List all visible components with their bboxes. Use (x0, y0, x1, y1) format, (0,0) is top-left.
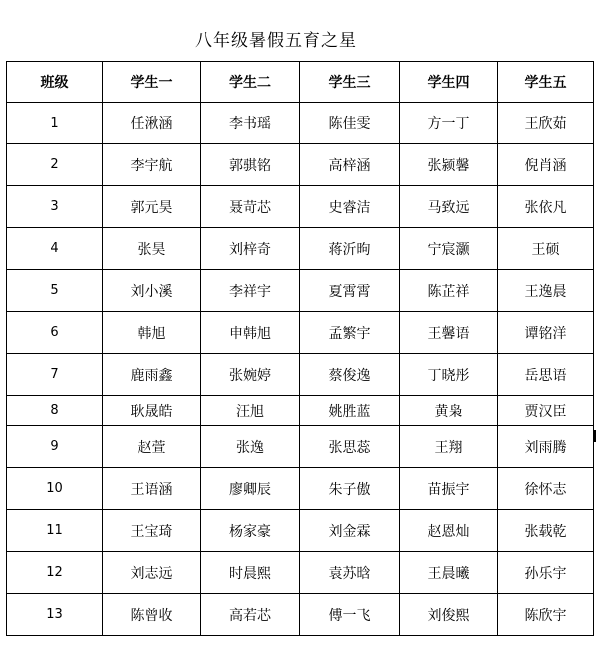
student-2-cell: 高若芯 (201, 594, 300, 636)
student-5-cell: 陈欣宇 (498, 594, 594, 636)
student-1-cell: 鹿雨鑫 (103, 354, 201, 396)
header-student-2: 学生二 (201, 62, 300, 103)
cursor-mark (593, 430, 596, 442)
class-cell: 4 (7, 228, 103, 270)
class-cell: 8 (7, 396, 103, 426)
student-2-cell: 廖卿辰 (201, 468, 300, 510)
student-5-cell: 王逸晨 (498, 270, 594, 312)
student-5-cell: 谭铭洋 (498, 312, 594, 354)
student-2-cell: 时晨熙 (201, 552, 300, 594)
table-row (7, 186, 594, 228)
header-student-4: 学生四 (400, 62, 498, 103)
table-row (7, 510, 594, 552)
class-cell: 1 (7, 103, 103, 144)
student-4-cell: 丁晓彤 (400, 354, 498, 396)
student-1-cell: 张昊 (103, 228, 201, 270)
student-5-cell: 孙乐宇 (498, 552, 594, 594)
student-2-cell: 李书瑶 (201, 103, 300, 144)
student-5-cell: 刘雨腾 (498, 426, 594, 468)
student-3-cell: 袁苏晗 (300, 552, 400, 594)
student-2-cell: 李祥宇 (201, 270, 300, 312)
header-student-3: 学生三 (300, 62, 400, 103)
class-cell: 10 (7, 468, 103, 510)
student-4-cell: 王晨曦 (400, 552, 498, 594)
student-5-cell: 张载乾 (498, 510, 594, 552)
table-row (7, 312, 594, 354)
student-5-cell: 王硕 (498, 228, 594, 270)
student-1-cell: 赵萱 (103, 426, 201, 468)
class-cell: 9 (7, 426, 103, 468)
student-1-cell: 王宝琦 (103, 510, 201, 552)
student-2-cell: 郭骐铭 (201, 144, 300, 186)
table-row (7, 426, 594, 468)
class-cell: 12 (7, 552, 103, 594)
student-2-cell: 刘梓奇 (201, 228, 300, 270)
student-1-cell: 刘志远 (103, 552, 201, 594)
table-row (7, 552, 594, 594)
student-1-cell: 韩旭 (103, 312, 201, 354)
student-4-cell: 王馨语 (400, 312, 498, 354)
header-class: 班级 (7, 62, 103, 103)
student-2-cell: 张婉婷 (201, 354, 300, 396)
page-title: 八年级暑假五育之星 (195, 31, 357, 51)
student-1-cell: 李宇航 (103, 144, 201, 186)
student-3-cell: 高梓涵 (300, 144, 400, 186)
class-cell: 13 (7, 594, 103, 636)
student-1-cell: 耿晟皓 (103, 396, 201, 426)
table-row (7, 228, 594, 270)
student-3-cell: 蒋沂昫 (300, 228, 400, 270)
class-cell: 3 (7, 186, 103, 228)
student-3-cell: 蔡俊逸 (300, 354, 400, 396)
stars-table (6, 61, 594, 636)
header-student-1: 学生一 (103, 62, 201, 103)
table-row (7, 144, 594, 186)
student-3-cell: 姚胜蓝 (300, 396, 400, 426)
student-4-cell: 黄枭 (400, 396, 498, 426)
student-4-cell: 方一丁 (400, 103, 498, 144)
student-4-cell: 马致远 (400, 186, 498, 228)
student-3-cell: 刘金霖 (300, 510, 400, 552)
table-row (7, 396, 594, 426)
student-3-cell: 傅一飞 (300, 594, 400, 636)
table-row (7, 270, 594, 312)
student-1-cell: 陈曾收 (103, 594, 201, 636)
student-5-cell: 岳思语 (498, 354, 594, 396)
student-2-cell: 聂苛芯 (201, 186, 300, 228)
table-row (7, 594, 594, 636)
table-row (7, 468, 594, 510)
student-2-cell: 张逸 (201, 426, 300, 468)
table-row (7, 103, 594, 144)
header-student-5: 学生五 (498, 62, 594, 103)
student-3-cell: 孟繁宇 (300, 312, 400, 354)
student-4-cell: 赵恩灿 (400, 510, 498, 552)
student-5-cell: 王欣茹 (498, 103, 594, 144)
student-4-cell: 宁宸灏 (400, 228, 498, 270)
student-5-cell: 贾汉臣 (498, 396, 594, 426)
class-cell: 11 (7, 510, 103, 552)
student-3-cell: 史睿洁 (300, 186, 400, 228)
class-cell: 7 (7, 354, 103, 396)
class-cell: 2 (7, 144, 103, 186)
student-2-cell: 汪旭 (201, 396, 300, 426)
student-1-cell: 郭元昊 (103, 186, 201, 228)
student-3-cell: 夏霄霄 (300, 270, 400, 312)
student-1-cell: 刘小溪 (103, 270, 201, 312)
student-5-cell: 倪肖涵 (498, 144, 594, 186)
student-4-cell: 张颍馨 (400, 144, 498, 186)
student-1-cell: 任湫涵 (103, 103, 201, 144)
student-5-cell: 张依凡 (498, 186, 594, 228)
student-1-cell: 王语涵 (103, 468, 201, 510)
table-row (7, 354, 594, 396)
student-5-cell: 徐怀志 (498, 468, 594, 510)
student-4-cell: 陈芷祥 (400, 270, 498, 312)
student-2-cell: 杨家豪 (201, 510, 300, 552)
student-3-cell: 朱子傲 (300, 468, 400, 510)
student-2-cell: 申韩旭 (201, 312, 300, 354)
student-3-cell: 陈佳雯 (300, 103, 400, 144)
student-4-cell: 苗振宇 (400, 468, 498, 510)
class-cell: 6 (7, 312, 103, 354)
student-3-cell: 张思蕊 (300, 426, 400, 468)
header-row (7, 62, 594, 103)
student-4-cell: 刘俊熙 (400, 594, 498, 636)
class-cell: 5 (7, 270, 103, 312)
student-4-cell: 王翔 (400, 426, 498, 468)
